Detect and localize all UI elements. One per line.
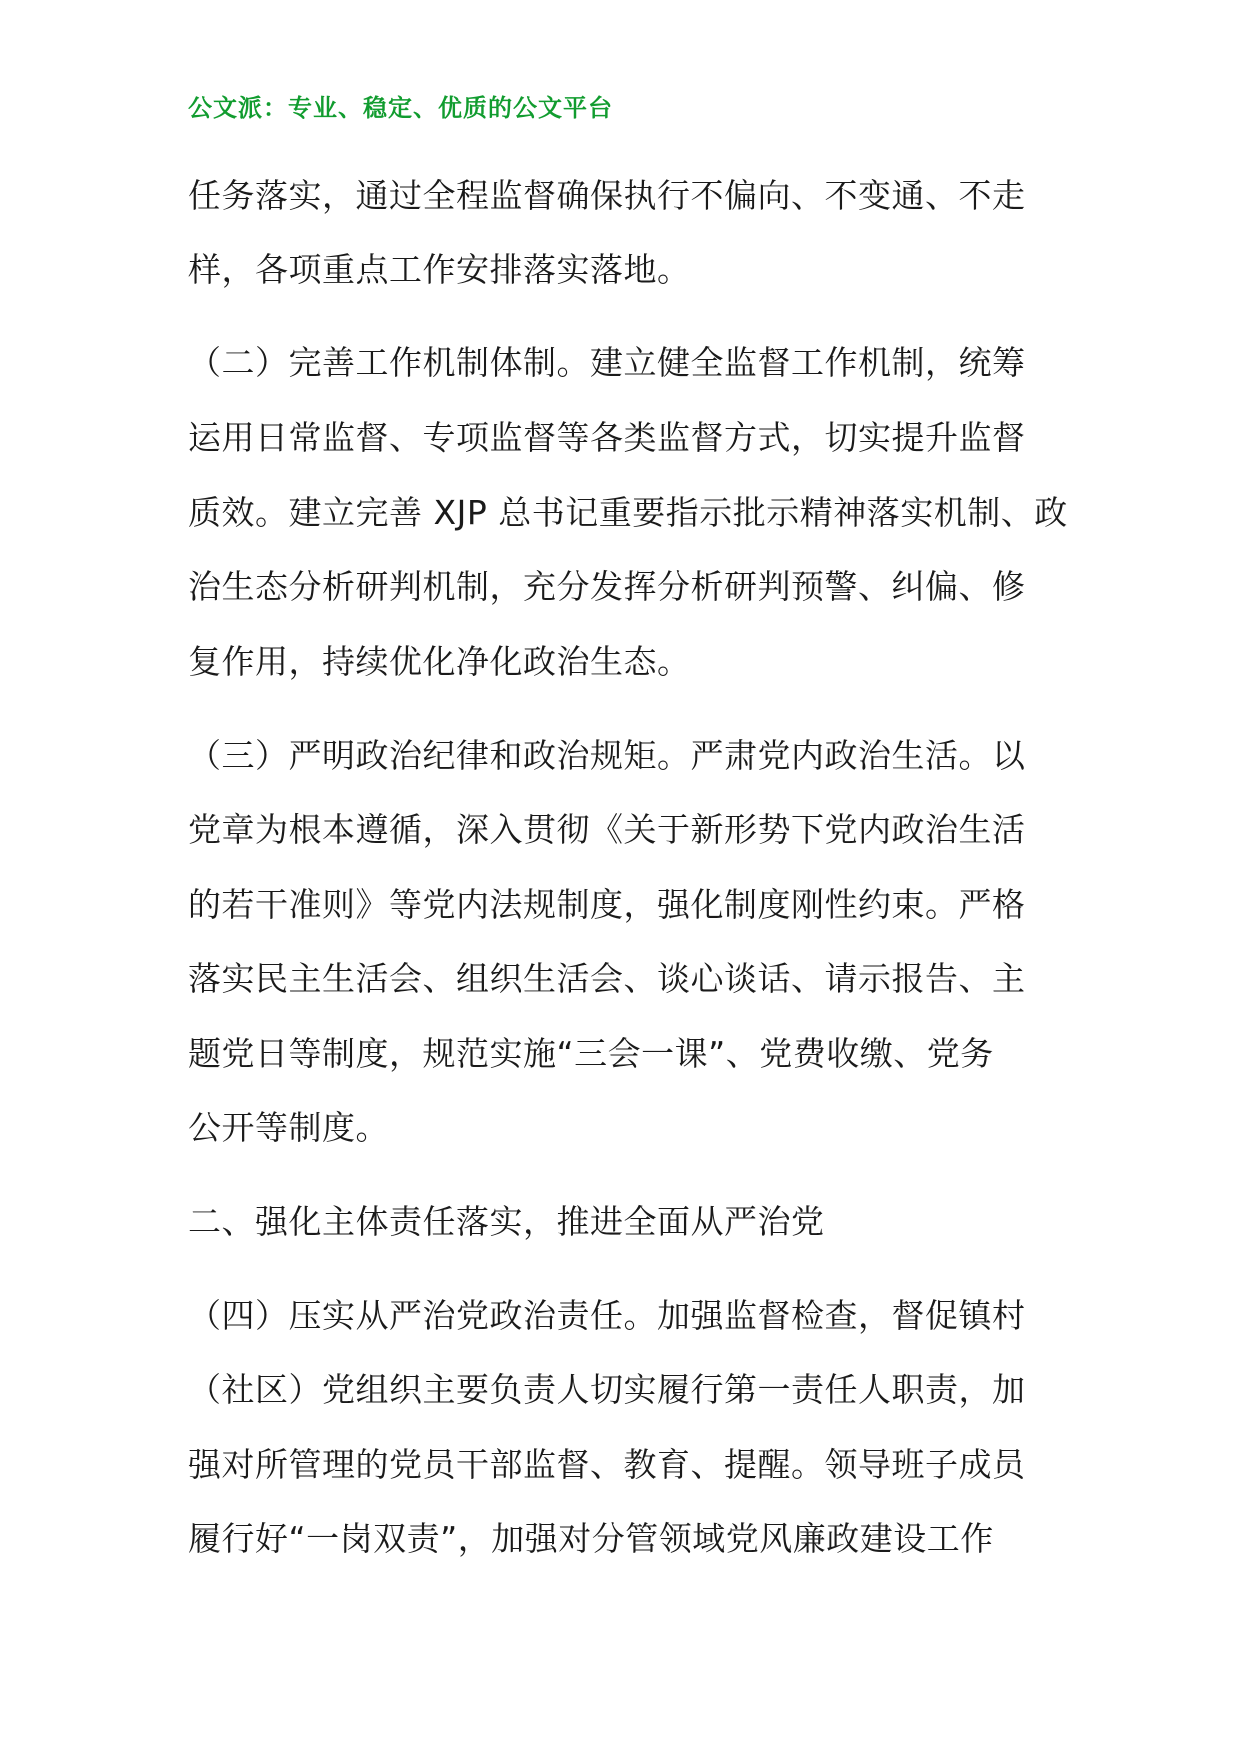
text-line: 运用日常监督、专项监督等各类监督方式，切实提升监督 <box>188 418 1026 457</box>
site-banner: 公文派：专业、稳定、优质的公文平台 <box>188 94 613 122</box>
section-heading: 二、强化主体责任落实，推进全面从严治党 <box>188 1202 825 1241</box>
text-line: 任务落实，通过全程监督确保执行不偏向、不变通、不走 <box>188 176 1026 215</box>
text-line: 落实民主生活会、组织生活会、谈心谈话、请示报告、主 <box>188 959 1026 998</box>
text-line: （四）压实从严治党政治责任。加强监督检查，督促镇村 <box>188 1296 1026 1335</box>
text-line: 题党日等制度，规范实施“三会一课”、党费收缴、党务 <box>188 1034 994 1073</box>
text-line: （社区）党组织主要负责人切实履行第一责任人职责，加 <box>188 1370 1026 1409</box>
text-line: 治生态分析研判机制，充分发挥分析研判预警、纠偏、修 <box>188 567 1026 606</box>
text-line: 样，各项重点工作安排落实落地。 <box>188 250 691 289</box>
text-line: 质效。建立完善 XJP 总书记重要指示批示精神落实机制、政 <box>188 493 1068 532</box>
text-line: （二）完善工作机制体制。建立健全监督工作机制，统筹 <box>188 343 1026 382</box>
text-line: 公开等制度。 <box>188 1108 389 1147</box>
text-line: 党章为根本遵循，深入贯彻《关于新形势下党内政治生活 <box>188 810 1026 849</box>
text-line: 复作用，持续优化净化政治生态。 <box>188 642 691 681</box>
text-line: 履行好“一岗双责”，加强对分管领域党风廉政建设工作 <box>188 1519 994 1558</box>
text-line: 强对所管理的党员干部监督、教育、提醒。领导班子成员 <box>188 1445 1026 1484</box>
text-line: 的若干准则》等党内法规制度，强化制度刚性约束。严格 <box>188 885 1026 924</box>
text-line: （三）严明政治纪律和政治规矩。严肃党内政治生活。以 <box>188 736 1026 775</box>
